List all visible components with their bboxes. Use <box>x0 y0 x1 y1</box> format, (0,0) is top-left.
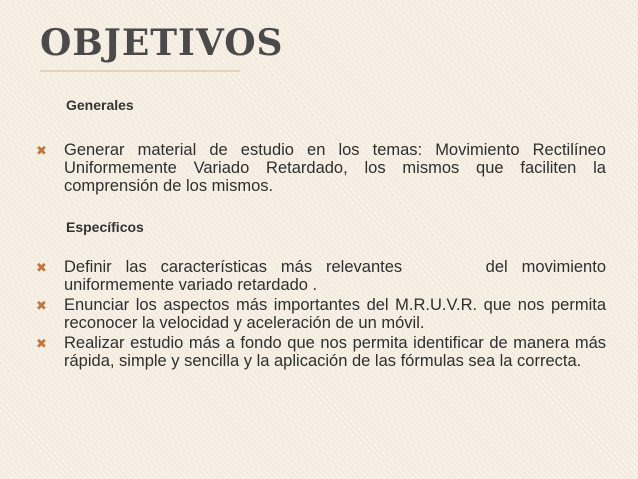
x-bullet-icon: ✖ <box>36 261 47 276</box>
list-item <box>36 334 606 370</box>
list-item <box>36 258 611 294</box>
x-bullet-icon: ✖ <box>36 299 47 314</box>
slide-title: OBJETIVOS <box>40 22 284 64</box>
bullet-text: Generar material de estudio en los temas: Movimiento Rectilíneo Uniformemente Variado Retardado, los mismos que faciliten la comprensión de los mismos. <box>64 141 606 195</box>
list-item <box>36 141 606 195</box>
bullet-text: Definir las características más relevantes del movimiento uniformemente variado retardado . <box>64 258 611 294</box>
x-bullet-icon: ✖ <box>36 337 47 352</box>
bullet-text: Realizar estudio más a fondo que nos permita identificar de manera más rápida, simple y sencilla y la aplicación de las fórmulas sea la correcta. <box>64 334 606 370</box>
section-label-especificos: Específicos <box>66 219 144 235</box>
list-item <box>36 296 606 332</box>
title-underline <box>40 70 240 72</box>
bullet-text: Enunciar los aspectos más importantes del M.R.U.V.R. que nos permita reconocer la velocidad y aceleración de un móvil. <box>64 296 606 332</box>
section-label-generales: Generales <box>66 97 134 113</box>
x-bullet-icon: ✖ <box>36 144 47 159</box>
